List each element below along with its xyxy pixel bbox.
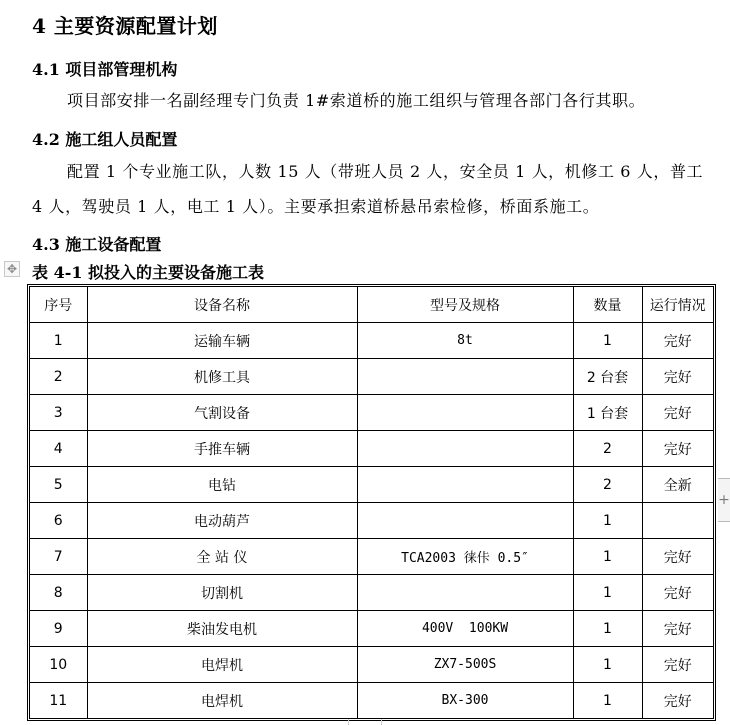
cell-spec[interactable]: 400V 100KW: [357, 611, 573, 647]
table-row: [30, 359, 713, 395]
cell-spec[interactable]: [357, 431, 573, 467]
cell-status[interactable]: [642, 503, 713, 539]
cell-qty[interactable]: 2 台套: [573, 359, 642, 395]
cell-spec[interactable]: BX-300: [357, 683, 573, 719]
cell-spec[interactable]: [357, 503, 573, 539]
cell-status[interactable]: 完好: [642, 539, 713, 575]
cell-name[interactable]: 电焊机: [87, 683, 357, 719]
cell-qty[interactable]: 1: [573, 323, 642, 359]
cell-name[interactable]: 运输车辆: [87, 323, 357, 359]
cell-no[interactable]: 1: [30, 323, 87, 359]
cell-name[interactable]: 机修工具: [87, 359, 357, 395]
cell-no[interactable]: 6: [30, 503, 87, 539]
heading-4: 4 主要资源配置计划: [32, 14, 218, 38]
table-header-row: [30, 287, 713, 323]
cell-spec[interactable]: TCA2003 徕佧 0.5″: [357, 539, 573, 575]
cell-status[interactable]: 完好: [642, 323, 713, 359]
cell-spec[interactable]: ZX7-500S: [357, 647, 573, 683]
cell-status[interactable]: 完好: [642, 575, 713, 611]
page-edge-marker: [348, 719, 382, 725]
table-row: [30, 647, 713, 683]
cell-name[interactable]: 全 站 仪: [87, 539, 357, 575]
table-row: [30, 611, 713, 647]
cell-qty[interactable]: 1: [573, 683, 642, 719]
cell-spec[interactable]: [357, 467, 573, 503]
cell-qty[interactable]: 1: [573, 647, 642, 683]
cell-status[interactable]: 全新: [642, 467, 713, 503]
table-row: [30, 539, 713, 575]
header-qty: 数量: [573, 287, 642, 323]
table-row: [30, 467, 713, 503]
paragraph-4-1: 项目部安排一名副经理专门负责 1#索道桥的施工组织与管理各部门各行其职。: [67, 91, 646, 110]
cell-no[interactable]: 10: [30, 647, 87, 683]
cell-spec[interactable]: [357, 575, 573, 611]
table-row: [30, 503, 713, 539]
cell-spec[interactable]: 8t: [357, 323, 573, 359]
header-no: 序号: [30, 287, 87, 323]
cell-name[interactable]: 电钻: [87, 467, 357, 503]
cell-status[interactable]: 完好: [642, 647, 713, 683]
cell-qty[interactable]: 1: [573, 503, 642, 539]
move-arrows-icon: ✥: [6, 262, 18, 276]
cell-name[interactable]: 气割设备: [87, 395, 357, 431]
cell-spec[interactable]: [357, 359, 573, 395]
cell-spec[interactable]: [357, 395, 573, 431]
cell-name[interactable]: 电动葫芦: [87, 503, 357, 539]
cell-qty[interactable]: 2: [573, 431, 642, 467]
equipment-table: [27, 284, 716, 721]
header-spec: 型号及规格: [357, 287, 573, 323]
paragraph-4-2: 配置 1 个专业施工队，人数 15 人（带班人员 2 人，安全员 1 人，机修工 6 人，普工 4 人，驾驶员 1 人，电工 1 人）。主要承担索道桥悬吊索检修，桥面系施工。: [32, 162, 704, 216]
cell-qty[interactable]: 1: [573, 575, 642, 611]
heading-4-2: 4.2 施工组人员配置: [32, 130, 178, 149]
plus-icon: +: [718, 492, 730, 508]
cell-qty[interactable]: 1: [573, 539, 642, 575]
cell-no[interactable]: 3: [30, 395, 87, 431]
header-status: 运行情况: [642, 287, 713, 323]
cell-status[interactable]: 完好: [642, 611, 713, 647]
table-caption: 表 4-1 拟投入的主要设备施工表: [32, 263, 265, 282]
cell-status[interactable]: 完好: [642, 395, 713, 431]
cell-qty[interactable]: 1: [573, 611, 642, 647]
header-name: 设备名称: [87, 287, 357, 323]
cell-no[interactable]: 4: [30, 431, 87, 467]
cell-no[interactable]: 5: [30, 467, 87, 503]
table-move-handle[interactable]: [4, 261, 20, 277]
cell-status[interactable]: 完好: [642, 359, 713, 395]
heading-4-1: 4.1 项目部管理机构: [32, 60, 178, 79]
cell-no[interactable]: 8: [30, 575, 87, 611]
cell-status[interactable]: 完好: [642, 431, 713, 467]
table-row: [30, 395, 713, 431]
table-row: [30, 323, 713, 359]
add-column-button[interactable]: [718, 478, 730, 522]
cell-no[interactable]: 11: [30, 683, 87, 719]
cell-status[interactable]: 完好: [642, 683, 713, 719]
table-row: [30, 431, 713, 467]
table-row: [30, 683, 713, 719]
heading-4-3: 4.3 施工设备配置: [32, 235, 162, 254]
cell-no[interactable]: 2: [30, 359, 87, 395]
cell-qty[interactable]: 1 台套: [573, 395, 642, 431]
table-row: [30, 575, 713, 611]
cell-qty[interactable]: 2: [573, 467, 642, 503]
cell-no[interactable]: 9: [30, 611, 87, 647]
cell-name[interactable]: 手推车辆: [87, 431, 357, 467]
cell-name[interactable]: 电焊机: [87, 647, 357, 683]
cell-name[interactable]: 切割机: [87, 575, 357, 611]
cell-name[interactable]: 柴油发电机: [87, 611, 357, 647]
cell-no[interactable]: 7: [30, 539, 87, 575]
